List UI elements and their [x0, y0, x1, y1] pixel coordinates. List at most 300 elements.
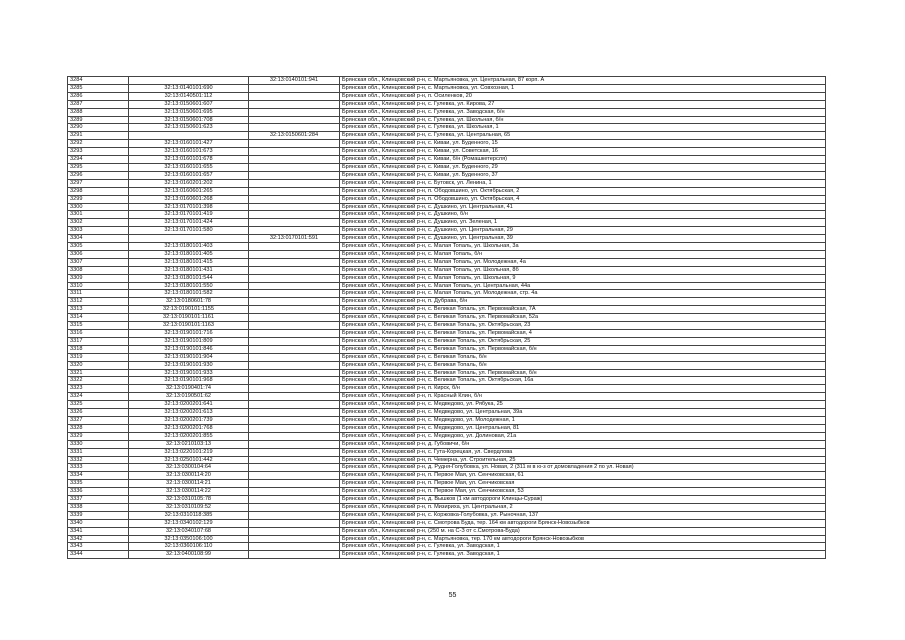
table-row — [68, 250, 826, 258]
row-number-cell: 3316 — [68, 330, 129, 338]
table-row — [68, 472, 826, 480]
row-number-cell: 3289 — [68, 116, 129, 124]
address-cell: Брянская обл., Клинцовский р-н, с. Душкино, ул. Центральная, 41 — [340, 203, 826, 211]
table-row — [68, 235, 826, 243]
row-number-cell: 3294 — [68, 156, 129, 164]
cadastral-number-cell: 32:13:0160101:427 — [129, 140, 249, 148]
row-number-cell: 3343 — [68, 543, 129, 551]
page-number: 55 — [448, 592, 457, 599]
row-number-cell: 3326 — [68, 409, 129, 417]
cadastral-number-cell: 32:13:0360106:110 — [129, 543, 249, 551]
row-number-cell: 3338 — [68, 503, 129, 511]
cadastral-number-cell: 32:13:0300114:22 — [129, 488, 249, 496]
cadastral-number-cell: 32:13:0190101:968 — [129, 377, 249, 385]
cadastral-number-alt-cell — [249, 424, 340, 432]
cadastral-number-alt-cell — [249, 519, 340, 527]
address-cell: Брянская обл., Клинцовский р-н, с. Малая Топаль, ул. Школьная, 8б — [340, 266, 826, 274]
row-number-cell: 3303 — [68, 227, 129, 235]
cadastral-number-alt-cell — [249, 551, 340, 559]
table-row — [68, 503, 826, 511]
cadastral-number-cell: 32:13:0160601:265 — [129, 187, 249, 195]
table-row — [68, 480, 826, 488]
row-number-cell: 3317 — [68, 337, 129, 345]
address-cell: Брянская обл., Клинцовский р-н, с. Медведово, ул. Молодежная, 1 — [340, 416, 826, 424]
table-row — [68, 345, 826, 353]
address-cell: Брянская обл., Клинцовский р-н, с. Мартьяновка, ул. Центральная, 87 корп. А — [340, 77, 826, 85]
cadastral-number-alt-cell — [249, 258, 340, 266]
row-number-cell: 3302 — [68, 219, 129, 227]
table-row — [68, 353, 826, 361]
row-number-cell: 3320 — [68, 361, 129, 369]
address-cell: Брянская обл., Клинцовский р-н, п. Дубрава, б/н — [340, 298, 826, 306]
row-number-cell: 3319 — [68, 353, 129, 361]
address-cell: Брянская обл., Клинцовский р-н, с. Киваи, ул. Буденного, 37 — [340, 171, 826, 179]
cadastral-number-cell: 32:13:0160101:655 — [129, 163, 249, 171]
address-cell: Брянская обл., Клинцовский р-н, с. Гулевка, ул. Заводская, 1 — [340, 543, 826, 551]
address-cell: Брянская обл., Клинцовский р-н, с. Малая Топаль, ул. Школьная, 3а — [340, 243, 826, 251]
cadastral-number-cell: 32:13:0300114:21 — [129, 480, 249, 488]
cadastral-number-cell: 32:13:0180101:582 — [129, 290, 249, 298]
cadastral-number-alt-cell — [249, 171, 340, 179]
row-number-cell: 3342 — [68, 535, 129, 543]
cadastral-number-alt-cell — [249, 409, 340, 417]
table-row — [68, 92, 826, 100]
address-cell: Брянская обл., Клинцовский р-н, с. Смотрова Буда, тер. 164 км автодороги Брянск-Новозыбков — [340, 519, 826, 527]
cadastral-number-alt-cell — [249, 416, 340, 424]
cadastral-number-alt-cell — [249, 456, 340, 464]
table-row — [68, 132, 826, 140]
cadastral-number-alt-cell — [249, 250, 340, 258]
cadastral-number-cell — [129, 132, 249, 140]
cadastral-number-alt-cell — [249, 361, 340, 369]
row-number-cell: 3340 — [68, 519, 129, 527]
address-cell: Брянская обл., Клинцовский р-н, с. Гулевка, ул. Заводская, б/н — [340, 108, 826, 116]
cadastral-number-cell: 32:13:0190501:62 — [129, 393, 249, 401]
cadastral-number-alt-cell — [249, 219, 340, 227]
table-row — [68, 496, 826, 504]
row-number-cell: 3337 — [68, 496, 129, 504]
cadastral-number-cell: 32:13:0340102:129 — [129, 519, 249, 527]
row-number-cell: 3329 — [68, 432, 129, 440]
cadastral-number-alt-cell — [249, 84, 340, 92]
row-number-cell: 3310 — [68, 282, 129, 290]
cadastral-number-alt-cell — [249, 377, 340, 385]
address-cell: Брянская обл., Клинцовский р-н, с. Коржовка-Голубовка, ул. Рыночная, 137 — [340, 511, 826, 519]
cadastral-number-alt-cell — [249, 345, 340, 353]
row-number-cell: 3309 — [68, 274, 129, 282]
row-number-cell: 3298 — [68, 187, 129, 195]
cadastral-number-alt-cell — [249, 432, 340, 440]
register-table — [67, 76, 826, 559]
table-row — [68, 156, 826, 164]
cadastral-number-alt-cell — [249, 124, 340, 132]
row-number-cell: 3312 — [68, 298, 129, 306]
address-cell: Брянская обл., Клинцовский р-н, с. Бутовск, ул. Ленина, 1 — [340, 179, 826, 187]
cadastral-number-alt-cell — [249, 163, 340, 171]
cadastral-number-cell: 32:13:0190101:1161 — [129, 314, 249, 322]
cadastral-number-cell: 32:13:0170101:398 — [129, 203, 249, 211]
address-cell: Брянская обл., Клинцовский р-н, с. Малая Топаль, ул. Центральная, 44а — [340, 282, 826, 290]
cadastral-number-alt-cell — [249, 179, 340, 187]
cadastral-number-cell: 32:13:0190101:933 — [129, 369, 249, 377]
address-cell: Брянская обл., Клинцовский р-н, с. Гулевка, ул. Школьная, б/н — [340, 116, 826, 124]
address-cell: Брянская обл., Клинцовский р-н, с. Гута-Корецкая, ул. Свердлова — [340, 448, 826, 456]
address-cell: Брянская обл., Клинцовский р-н, с. Малая Топаль, б/н — [340, 250, 826, 258]
row-number-cell: 3290 — [68, 124, 129, 132]
row-number-cell: 3331 — [68, 448, 129, 456]
table-row — [68, 211, 826, 219]
table-row — [68, 535, 826, 543]
row-number-cell: 3333 — [68, 464, 129, 472]
table-row — [68, 385, 826, 393]
address-cell: Брянская обл., Клинцовский р-н, с. Киваи, ул. Советская, 16 — [340, 148, 826, 156]
table-row — [68, 314, 826, 322]
cadastral-number-alt-cell — [249, 148, 340, 156]
cadastral-number-cell: 32:13:0310109:52 — [129, 503, 249, 511]
cadastral-number-cell: 32:13:0300104:64 — [129, 464, 249, 472]
cadastral-number-alt-cell — [249, 353, 340, 361]
cadastral-number-cell: 32:13:0180101:415 — [129, 258, 249, 266]
address-cell: Брянская обл., Клинцовский р-н, д. Вышков (1 км автодороги Клинцы-Сураж) — [340, 496, 826, 504]
cadastral-number-alt-cell — [249, 472, 340, 480]
cadastral-number-alt-cell — [249, 306, 340, 314]
cadastral-number-cell — [129, 77, 249, 85]
cadastral-number-alt-cell — [249, 298, 340, 306]
row-number-cell: 3308 — [68, 266, 129, 274]
cadastral-number-cell: 32:13:0180101:550 — [129, 282, 249, 290]
address-cell: Брянская обл., Клинцовский р-н, с. Малая Топаль, ул. Молодежная, стр. 4а — [340, 290, 826, 298]
row-number-cell: 3324 — [68, 393, 129, 401]
cadastral-number-cell: 32:13:0350106:100 — [129, 535, 249, 543]
table-row — [68, 203, 826, 211]
cadastral-number-cell: 32:13:0190101:1155 — [129, 306, 249, 314]
cadastral-number-cell: 32:13:0160101:673 — [129, 148, 249, 156]
address-cell: Брянская обл., Клинцовский р-н, с. Душкино, б/н — [340, 211, 826, 219]
address-cell: Брянская обл., Клинцовский р-н, с. Гулевка, ул. Школьная, 1 — [340, 124, 826, 132]
table-row — [68, 361, 826, 369]
row-number-cell: 3336 — [68, 488, 129, 496]
cadastral-number-cell: 32:13:0250101:442 — [129, 456, 249, 464]
cadastral-number-alt-cell — [249, 337, 340, 345]
cadastral-number-cell: 32:13:0180101:405 — [129, 250, 249, 258]
cadastral-number-alt-cell — [249, 92, 340, 100]
cadastral-number-alt-cell: 32:13:0170101:591 — [249, 235, 340, 243]
cadastral-number-alt-cell — [249, 448, 340, 456]
cadastral-number-cell: 32:13:0200201:641 — [129, 401, 249, 409]
address-cell: Брянская обл., Клинцовский р-н, с. Киваи, ул. Буденного, 29 — [340, 163, 826, 171]
table-row — [68, 330, 826, 338]
table-row — [68, 464, 826, 472]
table-row — [68, 298, 826, 306]
table-row — [68, 424, 826, 432]
address-cell: Брянская обл., Клинцовский р-н, п. Кирск, б/н — [340, 385, 826, 393]
table-row — [68, 140, 826, 148]
address-cell: Брянская обл., Клинцовский р-н, с. Великая Топаль, ул. Октябрьская, 23 — [340, 322, 826, 330]
table-row — [68, 77, 826, 85]
row-number-cell: 3339 — [68, 511, 129, 519]
row-number-cell: 3321 — [68, 369, 129, 377]
table-row — [68, 511, 826, 519]
cadastral-number-alt-cell — [249, 282, 340, 290]
cadastral-number-alt-cell — [249, 488, 340, 496]
cadastral-number-cell: 32:13:0190101:809 — [129, 337, 249, 345]
row-number-cell: 3334 — [68, 472, 129, 480]
table-row — [68, 306, 826, 314]
table-row — [68, 219, 826, 227]
table-row — [68, 148, 826, 156]
row-number-cell: 3330 — [68, 440, 129, 448]
table-row — [68, 84, 826, 92]
address-cell: Брянская обл., Клинцовский р-н, с. Душкино, ул. Центральная, 29 — [340, 227, 826, 235]
table-row — [68, 100, 826, 108]
address-cell: Брянская обл., Клинцовский р-н, д. Рудня-Голубовка, ул. Новая, 2 (311 м в ю-з от домовладения 2 по ул. Новая) — [340, 464, 826, 472]
cadastral-number-cell: 32:13:0180601:78 — [129, 298, 249, 306]
table-row — [68, 274, 826, 282]
address-cell: Брянская обл., Клинцовский р-н, п. Первое Мая, ул. Сенчиковская, 61 — [340, 472, 826, 480]
cadastral-number-cell: 32:13:0190401:74 — [129, 385, 249, 393]
cadastral-number-cell: 32:13:0150601:607 — [129, 100, 249, 108]
address-cell: Брянская обл., Клинцовский р-н, с. Медведово, ул. Центральная, 39а — [340, 409, 826, 417]
row-number-cell: 3314 — [68, 314, 129, 322]
address-cell: Брянская обл., Клинцовский р-н, с. Великая Топаль, б/н — [340, 361, 826, 369]
cadastral-number-cell: 32:13:0170101:424 — [129, 219, 249, 227]
cadastral-number-alt-cell — [249, 290, 340, 298]
row-number-cell: 3301 — [68, 211, 129, 219]
table-row — [68, 393, 826, 401]
cadastral-number-alt-cell — [249, 156, 340, 164]
address-cell: Брянская обл., Клинцовский р-н, д. Губовичи, б/н — [340, 440, 826, 448]
table-row — [68, 519, 826, 527]
cadastral-number-cell: 32:13:0220101:219 — [129, 448, 249, 456]
row-number-cell: 3285 — [68, 84, 129, 92]
cadastral-number-alt-cell — [249, 211, 340, 219]
cadastral-number-alt-cell — [249, 330, 340, 338]
address-cell: Брянская обл., Клинцовский р-н, с. Киваи, ул. Буденного, 15 — [340, 140, 826, 148]
row-number-cell: 3286 — [68, 92, 129, 100]
cadastral-number-cell: 32:13:0150601:695 — [129, 108, 249, 116]
cadastral-number-alt-cell — [249, 480, 340, 488]
cadastral-number-cell: 32:13:0150601:708 — [129, 116, 249, 124]
table-row — [68, 527, 826, 535]
cadastral-number-alt-cell — [249, 274, 340, 282]
address-cell: Брянская обл., Клинцовский р-н, (250 м. на С-З от с.Смотрова-Буда) — [340, 527, 826, 535]
table-row — [68, 440, 826, 448]
cadastral-number-cell: 32:13:0140101:690 — [129, 84, 249, 92]
cadastral-number-cell: 32:13:0140501:112 — [129, 92, 249, 100]
table-row — [68, 456, 826, 464]
cadastral-number-alt-cell — [249, 227, 340, 235]
address-cell: Брянская обл., Клинцовский р-н, п. Мизириха, ул. Центральная, 2 — [340, 503, 826, 511]
cadastral-number-alt-cell — [249, 195, 340, 203]
cadastral-number-cell: 32:13:0190101:930 — [129, 361, 249, 369]
address-cell: Брянская обл., Клинцовский р-н, п. Красный Клин, б/н — [340, 393, 826, 401]
table-row — [68, 163, 826, 171]
address-cell: Брянская обл., Клинцовский р-н, п. Первое Мая, ул. Сенчиковская, 53 — [340, 488, 826, 496]
register-table-body — [68, 77, 826, 559]
row-number-cell: 3306 — [68, 250, 129, 258]
table-row — [68, 551, 826, 559]
row-number-cell: 3327 — [68, 416, 129, 424]
row-number-cell: 3284 — [68, 77, 129, 85]
cadastral-number-alt-cell — [249, 401, 340, 409]
address-cell: Брянская обл., Клинцовский р-н, с. Великая Топаль, ул. Первомайская, б/н — [340, 369, 826, 377]
table-row — [68, 488, 826, 496]
address-cell: Брянская обл., Клинцовский р-н, п. Чемерна, ул. Строительная, 25 — [340, 456, 826, 464]
table-row — [68, 171, 826, 179]
cadastral-number-cell: 32:13:0300114:20 — [129, 472, 249, 480]
table-row — [68, 227, 826, 235]
address-cell: Брянская обл., Клинцовский р-н, с. Киваи, б/н (Ромашкетерсля) — [340, 156, 826, 164]
table-row — [68, 179, 826, 187]
cadastral-number-alt-cell — [249, 369, 340, 377]
cadastral-number-alt-cell — [249, 511, 340, 519]
cadastral-number-alt-cell — [249, 393, 340, 401]
cadastral-number-alt-cell — [249, 535, 340, 543]
address-cell: Брянская обл., Клинцовский р-н, с. Великая Топаль, ул. Октябрьская, 25 — [340, 337, 826, 345]
address-cell: Брянская обл., Клинцовский р-н, с. Медведово, ул. Центральная, 81 — [340, 424, 826, 432]
table-row — [68, 448, 826, 456]
row-number-cell: 3304 — [68, 235, 129, 243]
row-number-cell: 3315 — [68, 322, 129, 330]
table-row — [68, 195, 826, 203]
table-row — [68, 187, 826, 195]
table-row — [68, 401, 826, 409]
cadastral-number-alt-cell — [249, 140, 340, 148]
row-number-cell: 3297 — [68, 179, 129, 187]
table-row — [68, 258, 826, 266]
table-row — [68, 416, 826, 424]
cadastral-number-cell: 32:13:0340107:68 — [129, 527, 249, 535]
row-number-cell: 3305 — [68, 243, 129, 251]
table-row — [68, 290, 826, 298]
cadastral-number-cell: 32:13:0170101:580 — [129, 227, 249, 235]
table-row — [68, 116, 826, 124]
row-number-cell: 3292 — [68, 140, 129, 148]
address-cell: Брянская обл., Клинцовский р-н, с. Душкино, ул. Зеленая, 1 — [340, 219, 826, 227]
row-number-cell: 3332 — [68, 456, 129, 464]
address-cell: Брянская обл., Клинцовский р-н, с. Малая Топаль, ул. Школьная, 9 — [340, 274, 826, 282]
address-cell: Брянская обл., Клинцовский р-н, с. Гулевка, ул. Центральная, 65 — [340, 132, 826, 140]
cadastral-number-alt-cell — [249, 116, 340, 124]
cadastral-number-alt-cell — [249, 243, 340, 251]
table-row — [68, 432, 826, 440]
cadastral-number-cell — [129, 235, 249, 243]
address-cell: Брянская обл., Клинцовский р-н, с. Душкино, ул. Центральная, 39 — [340, 235, 826, 243]
row-number-cell: 3328 — [68, 424, 129, 432]
cadastral-number-cell: 32:13:0210103:13 — [129, 440, 249, 448]
address-cell: Брянская обл., Клинцовский р-н, с. Великая Топаль, б/н — [340, 353, 826, 361]
address-cell: Брянская обл., Клинцовский р-н, с. Великая Топаль, ул. Первомайская, 52а — [340, 314, 826, 322]
row-number-cell: 3341 — [68, 527, 129, 535]
table-row — [68, 322, 826, 330]
row-number-cell: 3307 — [68, 258, 129, 266]
cadastral-number-cell: 32:13:0200201:855 — [129, 432, 249, 440]
row-number-cell: 3318 — [68, 345, 129, 353]
cadastral-number-cell: 32:13:0160101:678 — [129, 156, 249, 164]
cadastral-number-alt-cell — [249, 314, 340, 322]
row-number-cell: 3313 — [68, 306, 129, 314]
address-cell: Брянская обл., Клинцовский р-н, с. Великая Топаль, ул. Первомайская, 7А — [340, 306, 826, 314]
cadastral-number-alt-cell — [249, 203, 340, 211]
address-cell: Брянская обл., Клинцовский р-н, с. Малая Топаль, ул. Молодежная, 4а — [340, 258, 826, 266]
cadastral-number-alt-cell — [249, 385, 340, 393]
cadastral-number-alt-cell — [249, 108, 340, 116]
row-number-cell: 3291 — [68, 132, 129, 140]
cadastral-number-cell: 32:13:0160601:268 — [129, 195, 249, 203]
table-row — [68, 282, 826, 290]
cadastral-number-cell: 32:13:0160201:202 — [129, 179, 249, 187]
row-number-cell: 3344 — [68, 551, 129, 559]
table-row — [68, 543, 826, 551]
address-cell: Брянская обл., Клинцовский р-н, п. Осиленков, 20 — [340, 92, 826, 100]
table-row — [68, 409, 826, 417]
row-number-cell: 3335 — [68, 480, 129, 488]
cadastral-number-alt-cell — [249, 187, 340, 195]
row-number-cell: 3325 — [68, 401, 129, 409]
address-cell: Брянская обл., Клинцовский р-н, с. Великая Топаль, ул. Первомайская, б/н — [340, 345, 826, 353]
cadastral-number-alt-cell — [249, 266, 340, 274]
cadastral-number-alt-cell — [249, 503, 340, 511]
cadastral-number-alt-cell — [249, 543, 340, 551]
table-row — [68, 108, 826, 116]
row-number-cell: 3296 — [68, 171, 129, 179]
cadastral-number-alt-cell — [249, 464, 340, 472]
address-cell: Брянская обл., Клинцовский р-н, п. Ободовшино, ул. Октябрьская, 2 — [340, 187, 826, 195]
cadastral-number-cell: 32:13:0190101:1163 — [129, 322, 249, 330]
address-cell: Брянская обл., Клинцовский р-н, с. Мартьяновка, ул. Совхозная, 1 — [340, 84, 826, 92]
address-cell: Брянская обл., Клинцовский р-н, п. Ободовшино, ул. Октябрьская, 4 — [340, 195, 826, 203]
cadastral-number-cell: 32:13:0160101:657 — [129, 171, 249, 179]
address-cell: Брянская обл., Клинцовский р-н, с. Гулевка, ул. Заводская, 1 — [340, 551, 826, 559]
address-cell: Брянская обл., Клинцовский р-н, с. Мартьяновка, тер. 170 км автодороги Брянск-Новозыбков — [340, 535, 826, 543]
row-number-cell: 3299 — [68, 195, 129, 203]
address-cell: Брянская обл., Клинцовский р-н, с. Великая Топаль, ул. Октябрьская, 16а — [340, 377, 826, 385]
cadastral-number-cell: 32:13:0190101:716 — [129, 330, 249, 338]
cadastral-number-alt-cell — [249, 440, 340, 448]
cadastral-number-alt-cell — [249, 100, 340, 108]
cadastral-number-cell: 32:13:0180101:403 — [129, 243, 249, 251]
row-number-cell: 3300 — [68, 203, 129, 211]
cadastral-number-cell: 32:13:0180101:431 — [129, 266, 249, 274]
table-row — [68, 369, 826, 377]
cadastral-number-cell: 32:13:0310118:385 — [129, 511, 249, 519]
table-row — [68, 337, 826, 345]
address-cell: Брянская обл., Клинцовский р-н, с. Медведово, ул. Долиновая, 21а — [340, 432, 826, 440]
cadastral-number-alt-cell: 32:13:0140101:941 — [249, 77, 340, 85]
cadastral-number-cell: 32:13:0200201:739 — [129, 416, 249, 424]
cadastral-number-alt-cell — [249, 527, 340, 535]
table-row — [68, 266, 826, 274]
cadastral-number-alt-cell — [249, 496, 340, 504]
row-number-cell: 3323 — [68, 385, 129, 393]
cadastral-number-alt-cell — [249, 322, 340, 330]
table-row — [68, 377, 826, 385]
row-number-cell: 3311 — [68, 290, 129, 298]
row-number-cell: 3288 — [68, 108, 129, 116]
address-cell: Брянская обл., Клинцовский р-н, с. Гулевка, ул. Кирова, 27 — [340, 100, 826, 108]
cadastral-number-cell: 32:13:0190101:904 — [129, 353, 249, 361]
address-cell: Брянская обл., Клинцовский р-н, с. Великая Топаль, ул. Первомайская, 4 — [340, 330, 826, 338]
cadastral-number-cell: 32:13:0310105:78 — [129, 496, 249, 504]
table-row — [68, 124, 826, 132]
address-cell: Брянская обл., Клинцовский р-н, п. Первое Мая, ул. Сенчиковская — [340, 480, 826, 488]
table-row — [68, 243, 826, 251]
cadastral-number-cell: 32:13:0190101:846 — [129, 345, 249, 353]
row-number-cell: 3293 — [68, 148, 129, 156]
cadastral-number-cell: 32:13:0200201:613 — [129, 409, 249, 417]
cadastral-number-cell: 32:13:0170101:419 — [129, 211, 249, 219]
cadastral-number-cell: 32:13:0150601:623 — [129, 124, 249, 132]
